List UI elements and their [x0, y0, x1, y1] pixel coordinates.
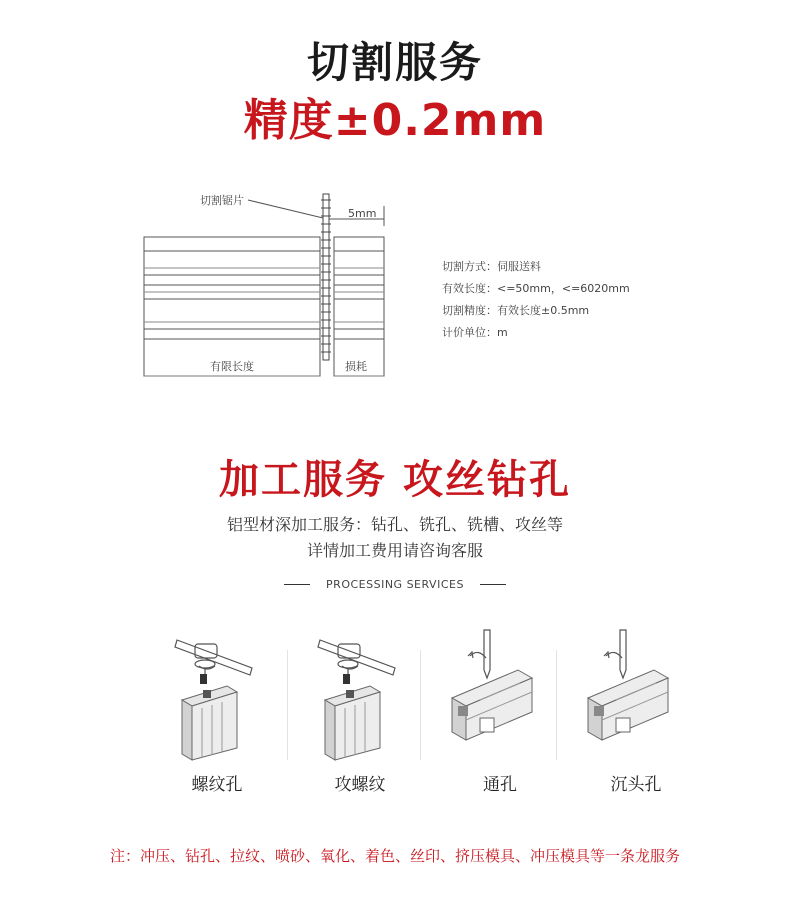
spec-row: 切割精度：有效长度±0.5mm — [442, 304, 590, 317]
process-item-threaded-hole — [157, 620, 277, 800]
tapping-icon — [300, 620, 420, 765]
spec-key: 计价单位 — [442, 326, 486, 339]
process-item-countersunk-hole — [576, 620, 696, 800]
blade-gap-label: 5mm — [348, 207, 377, 220]
spec-key: 切割精度 — [442, 304, 486, 317]
divider — [556, 650, 557, 760]
finite-length-label: 有限长度 — [210, 360, 254, 373]
spec-value: 有效长度±0.5mm — [497, 304, 590, 317]
countersunk-hole-icon — [576, 620, 696, 765]
footer-note: 注：冲压、钻孔、拉纹、喷砂、氧化、着色、丝印、挤压模具、冲压模具等一条龙服务 — [109, 847, 680, 865]
divider — [284, 584, 310, 585]
blade-label: 切割锯片 — [200, 194, 244, 207]
cutting-diagram — [130, 180, 670, 395]
spec-row: 计价单位：m — [442, 326, 508, 339]
through-hole-icon — [440, 620, 560, 765]
process-item-through-hole — [440, 620, 560, 800]
loss-label: 损耗 — [345, 360, 367, 373]
processing-description: 铝型材深加工服务：钻孔、铣孔、铣槽、攻丝等 — [226, 515, 563, 534]
spec-key: 有效长度 — [442, 282, 486, 295]
process-label: 通孔 — [483, 775, 517, 795]
spec-row: 切割方式：伺服送料 — [442, 260, 541, 273]
spec-row: 有效长度：<=50mm，<=6020mm — [442, 282, 630, 295]
processing-subtitle: PROCESSING SERVICES — [326, 577, 464, 591]
spec-value: m — [497, 326, 508, 339]
spec-value: <=50mm，<=6020mm — [497, 282, 630, 295]
processing-contact-note: 详情加工费用请咨询客服 — [306, 541, 483, 560]
divider — [480, 584, 506, 585]
processing-subtitle-row — [0, 574, 790, 594]
section-title-processing: 加工服务 攻丝钻孔 — [219, 457, 571, 503]
process-item-tapping — [300, 620, 420, 800]
spec-value: 伺服送料 — [497, 260, 541, 273]
section-title-cutting: 切割服务 — [306, 38, 483, 87]
precision-title: 精度±0.2mm — [243, 95, 547, 146]
process-label: 攻螺纹 — [334, 775, 386, 795]
process-label: 螺纹孔 — [191, 775, 243, 795]
divider — [420, 650, 421, 760]
divider — [287, 650, 288, 760]
spec-key: 切割方式 — [442, 260, 486, 273]
process-label: 沉头孔 — [610, 775, 662, 795]
threaded-hole-icon — [157, 620, 277, 765]
